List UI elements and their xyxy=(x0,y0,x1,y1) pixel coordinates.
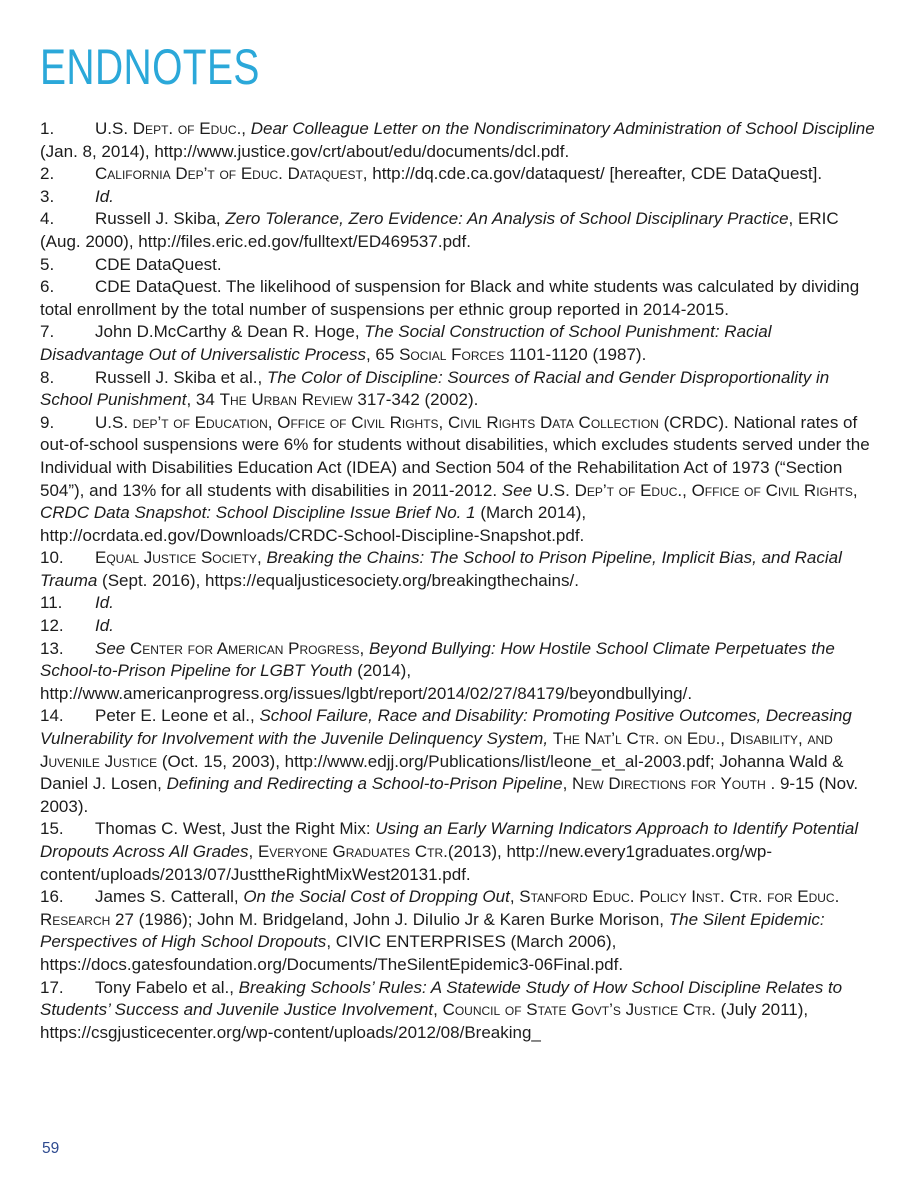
note-text-segment: U.S. Dep’t of Educ., Office of Civil Rights, xyxy=(536,480,858,500)
note-text-segment: On the Social Cost of Dropping Out xyxy=(243,887,510,907)
note-text-segment: Defining and Redirecting a School-to-Prison Pipeline xyxy=(166,774,563,794)
endnote xyxy=(40,615,878,638)
note-text-segment: 317-342 (2002). xyxy=(352,390,479,410)
note-text-segment: , xyxy=(509,887,520,907)
note-number: 14. xyxy=(40,706,64,726)
endnote xyxy=(40,321,878,366)
note-text-segment: Id. xyxy=(95,616,114,636)
note-number: 8. xyxy=(40,367,55,387)
endnote xyxy=(40,186,878,209)
endnote xyxy=(40,412,878,548)
note-text-segment: (Oct. 15, 2003), http://www.edjj.org/Publications/list/leone_et_al-2003.pdf; Johanna Wald & Daniel J. Losen, xyxy=(40,751,844,794)
endnote xyxy=(40,977,878,1045)
endnote xyxy=(40,705,878,818)
note-text-segment: Tony Fabelo et al., xyxy=(95,977,239,997)
note-text-segment: , xyxy=(562,774,573,794)
note-number: 6. xyxy=(40,277,55,297)
page-number: 59 xyxy=(42,1140,60,1157)
note-number: 4. xyxy=(40,209,55,229)
note-text-segment: Peter E. Leone et al., xyxy=(95,706,260,726)
note-number: 17. xyxy=(40,977,64,997)
note-text-segment: Center for American Progress, xyxy=(129,638,369,658)
note-text-segment: Zero Tolerance, Zero Evidence: An Analysis of School Disciplinary Practice xyxy=(225,209,789,229)
note-text-segment: 27 (1986); John M. Bridgeland, John J. DiIulio Jr & Karen Burke Morison, xyxy=(110,909,669,929)
note-text-segment: Russell J. Skiba et al., xyxy=(95,367,267,387)
note-text-segment: The Color of Discipline: Sources of Racial and Gender Disproportionality in School Punishment xyxy=(40,367,830,410)
note-text-segment: (Sept. 2016), https://equaljusticesociety.org/breakingthechains/. xyxy=(97,570,579,590)
note-text-segment: (2013), http://new.every1graduates.org/wp-content/uploads/2013/07/JusttheRightMixWest20131.pdf. xyxy=(40,842,773,884)
endnote xyxy=(40,592,878,615)
note-text-segment: See xyxy=(95,638,130,658)
note-number: 10. xyxy=(40,548,64,568)
note-text-segment: Breaking Schools’ Rules: A Statewide Study of How School Discipline Relates to Students’ Success and Juvenile Justice Involvement xyxy=(40,977,843,1020)
note-text-segment: Thomas C. West, Just the Right Mix: xyxy=(95,819,376,839)
note-text-segment: http://dq.cde.ca.gov/dataquest/ [hereafter, CDE DataQuest]. xyxy=(372,164,823,184)
note-number: 13. xyxy=(40,638,64,658)
note-number: 16. xyxy=(40,887,64,907)
note-text-segment: CDE DataQuest. The likelihood of suspension for Black and white students was calculated by dividing total enrollment by the total number of suspensions per ethnic group reported in 2014-2015. xyxy=(40,277,860,319)
note-text-segment: Stanford Educ. Policy Inst. Ctr. for Educ. Research xyxy=(40,887,840,929)
note-text-segment: Equal Justice Society, xyxy=(95,548,267,568)
note-text-segment: Id. xyxy=(95,593,114,613)
endnotes-list xyxy=(40,118,878,1044)
note-text-segment: CRDC Data Snapshot: School Discipline Issue Brief No. 1 xyxy=(40,503,476,523)
note-text-segment: Dear Colleague Letter on the Nondiscriminatory Administration of School Discipline xyxy=(250,119,875,138)
endnote xyxy=(40,547,878,592)
note-text-segment: , CIVIC ENTERPRISES (March 2006), https://docs.gatesfoundation.org/Documents/TheSilentEpidemic3-06Final.pdf. xyxy=(40,932,624,974)
note-number: 3. xyxy=(40,186,55,206)
note-text-segment: John D.McCarthy & Dean R. Hoge, xyxy=(95,322,365,342)
endnote xyxy=(40,118,878,163)
note-text-segment: (Jan. 8, 2014), http://www.justice.gov/crt/about/edu/documents/dcl.pdf. xyxy=(40,141,570,161)
endnote xyxy=(40,886,878,976)
note-text-segment: 1101-1120 (1987). xyxy=(504,344,647,364)
note-text-segment: , xyxy=(433,1000,443,1020)
note-text-segment: CDE DataQuest. xyxy=(95,254,222,274)
note-text-segment: See xyxy=(501,480,537,500)
note-text-segment: Breaking the Chains: The School to Prison Pipeline, Implicit Bias, and Racial Trauma xyxy=(40,548,842,590)
note-text-segment: U.S. Dept. of Educ., xyxy=(95,119,251,138)
note-text-segment: . 9-15 (Nov. 2003). xyxy=(40,774,859,816)
note-text-segment: Council of State Govt’s Justice Ctr. xyxy=(442,1000,716,1020)
note-text-segment: Id. xyxy=(95,186,114,206)
note-text-segment: (CRDC). National rates of out-of-school suspensions were 6% for students without disabilities, which excludes students served under the Individual with Disabilities Education Act (IDEA) and Section 504 of the Rehabilitation Act of 1973 (“Section 504”), and 13% for all students with disabilities in 2011-2012. xyxy=(40,412,870,500)
note-text-segment: James S. Catterall, xyxy=(95,887,244,907)
note-number: 11. xyxy=(40,593,63,613)
note-number: 9. xyxy=(40,412,55,432)
note-number: 7. xyxy=(40,322,55,342)
note-text-segment: New Directions for Youth xyxy=(572,774,766,794)
note-number: 2. xyxy=(40,164,55,184)
note-text-segment: (2014), http://www.americanprogress.org/issues/lgbt/report/2014/02/27/84179/beyondbullying/. xyxy=(40,661,693,703)
note-text-segment: , 65 xyxy=(365,344,400,364)
note-text-segment: Russell J. Skiba, xyxy=(95,209,226,229)
note-number: 1. xyxy=(40,119,55,138)
note-text-segment: (July 2011), https://csgjusticecenter.org/wp-content/uploads/2012/08/Breaking_ xyxy=(40,1000,809,1042)
note-text-segment: , ERIC (Aug. 2000), http://files.eric.ed.gov/fulltext/ED469537.pdf. xyxy=(40,209,839,251)
note-text-segment: Using an Early Warning Indicators Approach to Identify Potential Dropouts Across All Grades xyxy=(40,819,859,861)
note-text-segment: Social Forces xyxy=(399,344,505,364)
note-text-segment: The Social Construction of School Punishment: Racial Disadvantage Out of Universalistic Process xyxy=(40,322,772,364)
note-text-segment: The Silent Epidemic: Perspectives of High School Dropouts xyxy=(40,909,825,952)
endnote xyxy=(40,163,878,186)
note-text-segment: Beyond Bullying: How Hostile School Climate Perpetuates the School-to-Prison Pipeline for LGBT Youth xyxy=(40,638,835,681)
note-text-segment: , 34 xyxy=(186,390,220,410)
endnote xyxy=(40,276,878,321)
note-text-segment: (March 2014), http://ocrdata.ed.gov/Downloads/CRDC-School-Discipline-Snapshot.pdf. xyxy=(40,503,587,545)
note-text-segment: The Nat’l Ctr. on Edu., Disability, and Juvenile Justice xyxy=(40,729,833,771)
endnote xyxy=(40,208,878,253)
endnote xyxy=(40,367,878,412)
note-text-segment: School Failure, Race and Disability: Promoting Positive Outcomes, Decreasing Vulnerability for Involvement with the Juvenile Delinquency System, xyxy=(40,706,852,749)
note-number: 15. xyxy=(40,819,64,839)
endnote xyxy=(40,254,878,277)
note-text-segment: The Urban Review xyxy=(219,390,353,410)
note-text-segment: California Dep’t of Educ. Dataquest, xyxy=(95,164,373,184)
note-text-segment: Everyone Graduates Ctr. xyxy=(257,842,448,861)
endnote xyxy=(40,818,878,886)
note-text-segment: U.S. dep’t of Education, Office of Civil Rights, Civil Rights Data Collection xyxy=(95,412,659,432)
page-title: ENDNOTES xyxy=(40,39,260,95)
endnote xyxy=(40,638,878,706)
note-number: 5. xyxy=(40,254,55,274)
note-text-segment: , xyxy=(248,842,258,861)
note-number: 12. xyxy=(40,616,64,636)
